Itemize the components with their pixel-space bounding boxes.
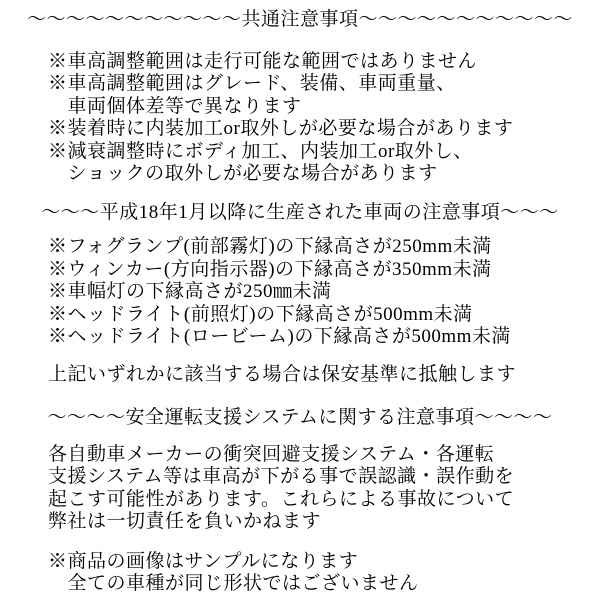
- notice-line-damping-adjust: ※減衰調整時にボディ加工、内装加工or取外し、: [48, 140, 473, 162]
- notice-line-sample-image-cont: 全ての車種が同じ形状ではございません: [48, 573, 419, 594]
- notice-line-damping-adjust-cont: ショックの取外しが必要な場合があります: [48, 163, 438, 184]
- spacer: [0, 32, 600, 51]
- notice-line-safety-systems-1: 各自動車メーカーの衝突回避支援システム・各運転: [48, 443, 495, 465]
- notice-line-safety-systems-3: 起こす可能性があります。これらによる事故について: [48, 488, 515, 510]
- notice-line-safety-systems-2: 支援システム等は車高が下がる事で誤認識・誤作動を: [48, 466, 515, 487]
- notice-line-ride-height-varies-cont: 車両個体差等で異なります: [48, 95, 302, 117]
- notice-line-sample-image: ※商品の画像はサンプルになります: [48, 550, 359, 572]
- spacer: [0, 186, 600, 202]
- spacer: [0, 349, 600, 364]
- notice-line-safety-standard-conclusion: 上記いずれかに該当する場合は保安基準に抵触します: [48, 363, 517, 385]
- spacer: [0, 386, 600, 407]
- notice-line-side-marker: ※車幅灯の下縁高さが250㎜未満: [48, 281, 332, 302]
- notice-line-headlight: ※ヘッドライト(前照灯)の下縁高さが500mm未満: [48, 303, 473, 325]
- notice-line-interior-work: ※装着時に内装加工or取外しが必要な場合があります: [48, 118, 514, 139]
- section-header-heisei18: ～～～平成18年1月以降に生産された車両の注意事項～～～: [41, 201, 559, 223]
- notice-line-headlight-lowbeam: ※ヘッドライト(ロービーム)の下縁高さが500mm未満: [48, 326, 511, 347]
- section-header-common: ～～～～～～～～～～～共通注意事項～～～～～～～～～～～: [26, 9, 573, 30]
- notice-line-fog-lamp: ※フォグランプ(前部霧灯)の下縁高さが250mm未満: [48, 236, 492, 257]
- notice-line-ride-height-range: ※車高調整範囲は走行可能な範囲ではありません: [48, 50, 478, 72]
- section-header-safety-systems: ～～～～安全運転支援システムに関する注意事項～～～～: [47, 407, 553, 428]
- spacer: [0, 224, 600, 236]
- notice-line-safety-systems-4: 弊社は一切責任を負いかねます: [48, 511, 322, 532]
- notice-line-turn-signal: ※ウィンカー(方向指示器)の下縁高さが350mm未満: [48, 258, 492, 280]
- spacer: [0, 534, 600, 551]
- spacer: [0, 430, 600, 444]
- notice-line-ride-height-varies: ※車高調整範囲はグレード、装備、車両重量、: [48, 73, 456, 94]
